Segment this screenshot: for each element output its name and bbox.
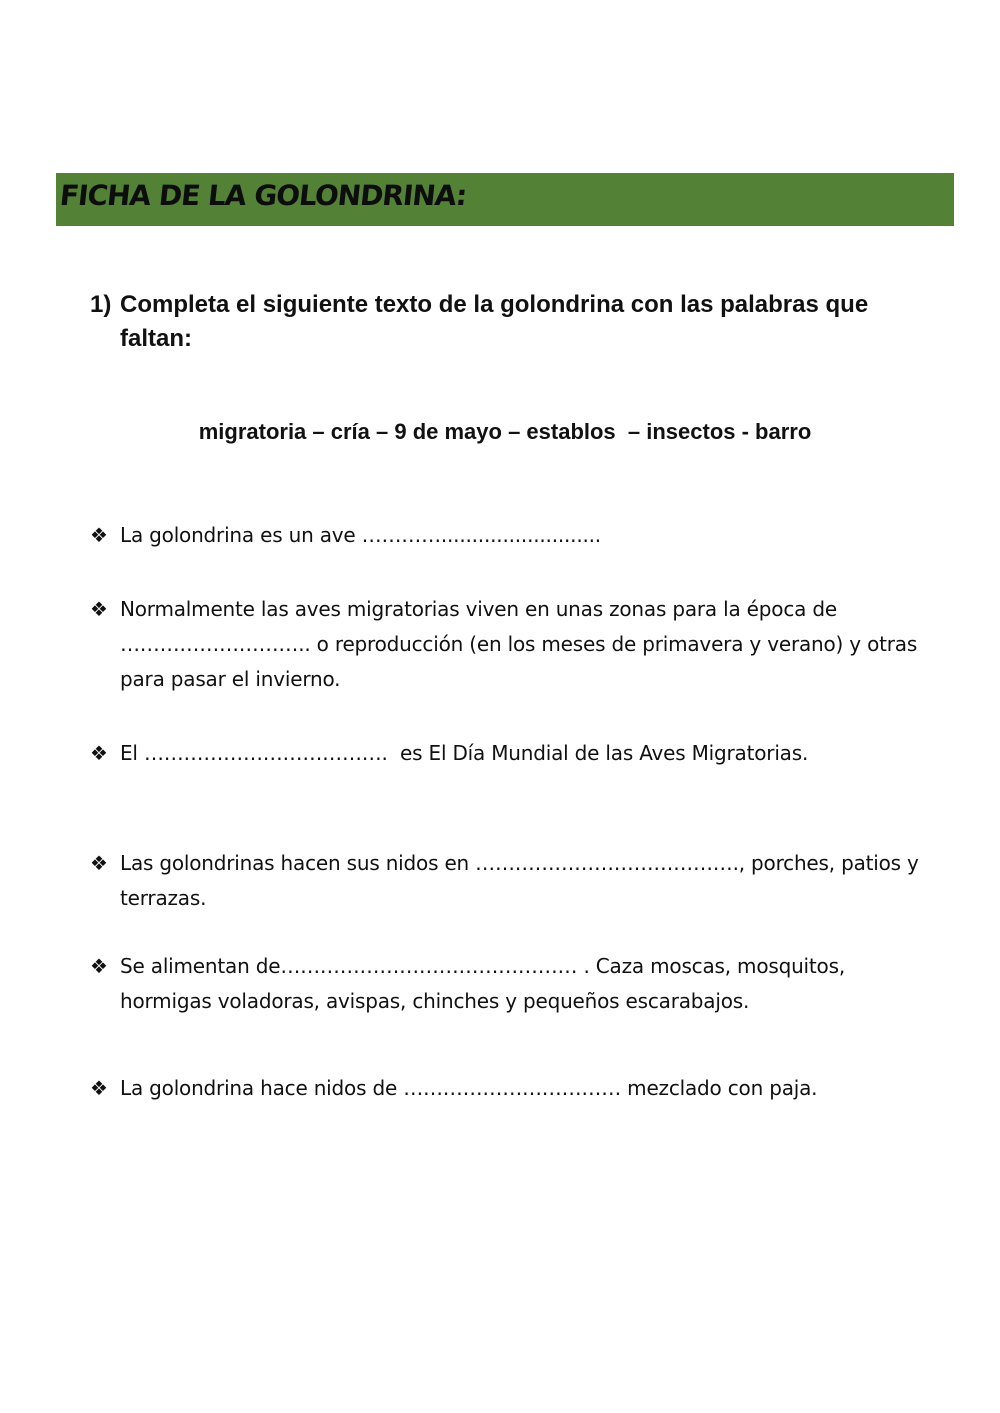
diamond-bullet-icon: ❖ xyxy=(90,523,108,547)
list-item-text: Se alimentan de……………………………………… . Caza moscas, mosquitos, hormigas voladoras, avispas, chinches y pequeños escarabajos. xyxy=(120,954,852,1013)
question-text: Completa el siguiente texto de la golondrina con las palabras que faltan: xyxy=(120,291,869,352)
list-item-text: La golondrina es un ave ………….......................... xyxy=(120,523,601,547)
list-item-text: El ………………………………. es El Día Mundial de las Aves Migratorias. xyxy=(120,741,809,765)
list-item xyxy=(90,592,924,697)
word-bank: migratoria – cría – 9 de mayo – establos – insectos - barro xyxy=(198,419,812,444)
diamond-bullet-icon: ❖ xyxy=(90,597,108,621)
title-banner xyxy=(56,173,954,226)
list-item-text: Normalmente las aves migratorias viven en unas zonas para la época de ……………………….. o reproducción (en los meses de primavera y verano) y otras para pasar el invierno. xyxy=(120,597,924,691)
list-item-text: Las golondrinas hacen sus nidos en …………………………………., porches, patios y terrazas. xyxy=(120,851,925,910)
list-item xyxy=(90,518,920,553)
list-item xyxy=(90,736,920,771)
question-number: 1) xyxy=(90,291,112,318)
list-item-text: La golondrina hace nidos de …………………………… mezclado con paja. xyxy=(120,1076,818,1100)
diamond-bullet-icon: ❖ xyxy=(90,954,108,978)
diamond-bullet-icon: ❖ xyxy=(90,851,108,875)
list-item xyxy=(90,846,925,916)
question-1 xyxy=(90,288,920,356)
list-item xyxy=(90,1071,920,1106)
diamond-bullet-icon: ❖ xyxy=(90,741,108,765)
diamond-bullet-icon: ❖ xyxy=(90,1076,108,1100)
worksheet-title: FICHA DE LA GOLONDRINA: xyxy=(58,179,468,212)
list-item xyxy=(90,949,920,1019)
